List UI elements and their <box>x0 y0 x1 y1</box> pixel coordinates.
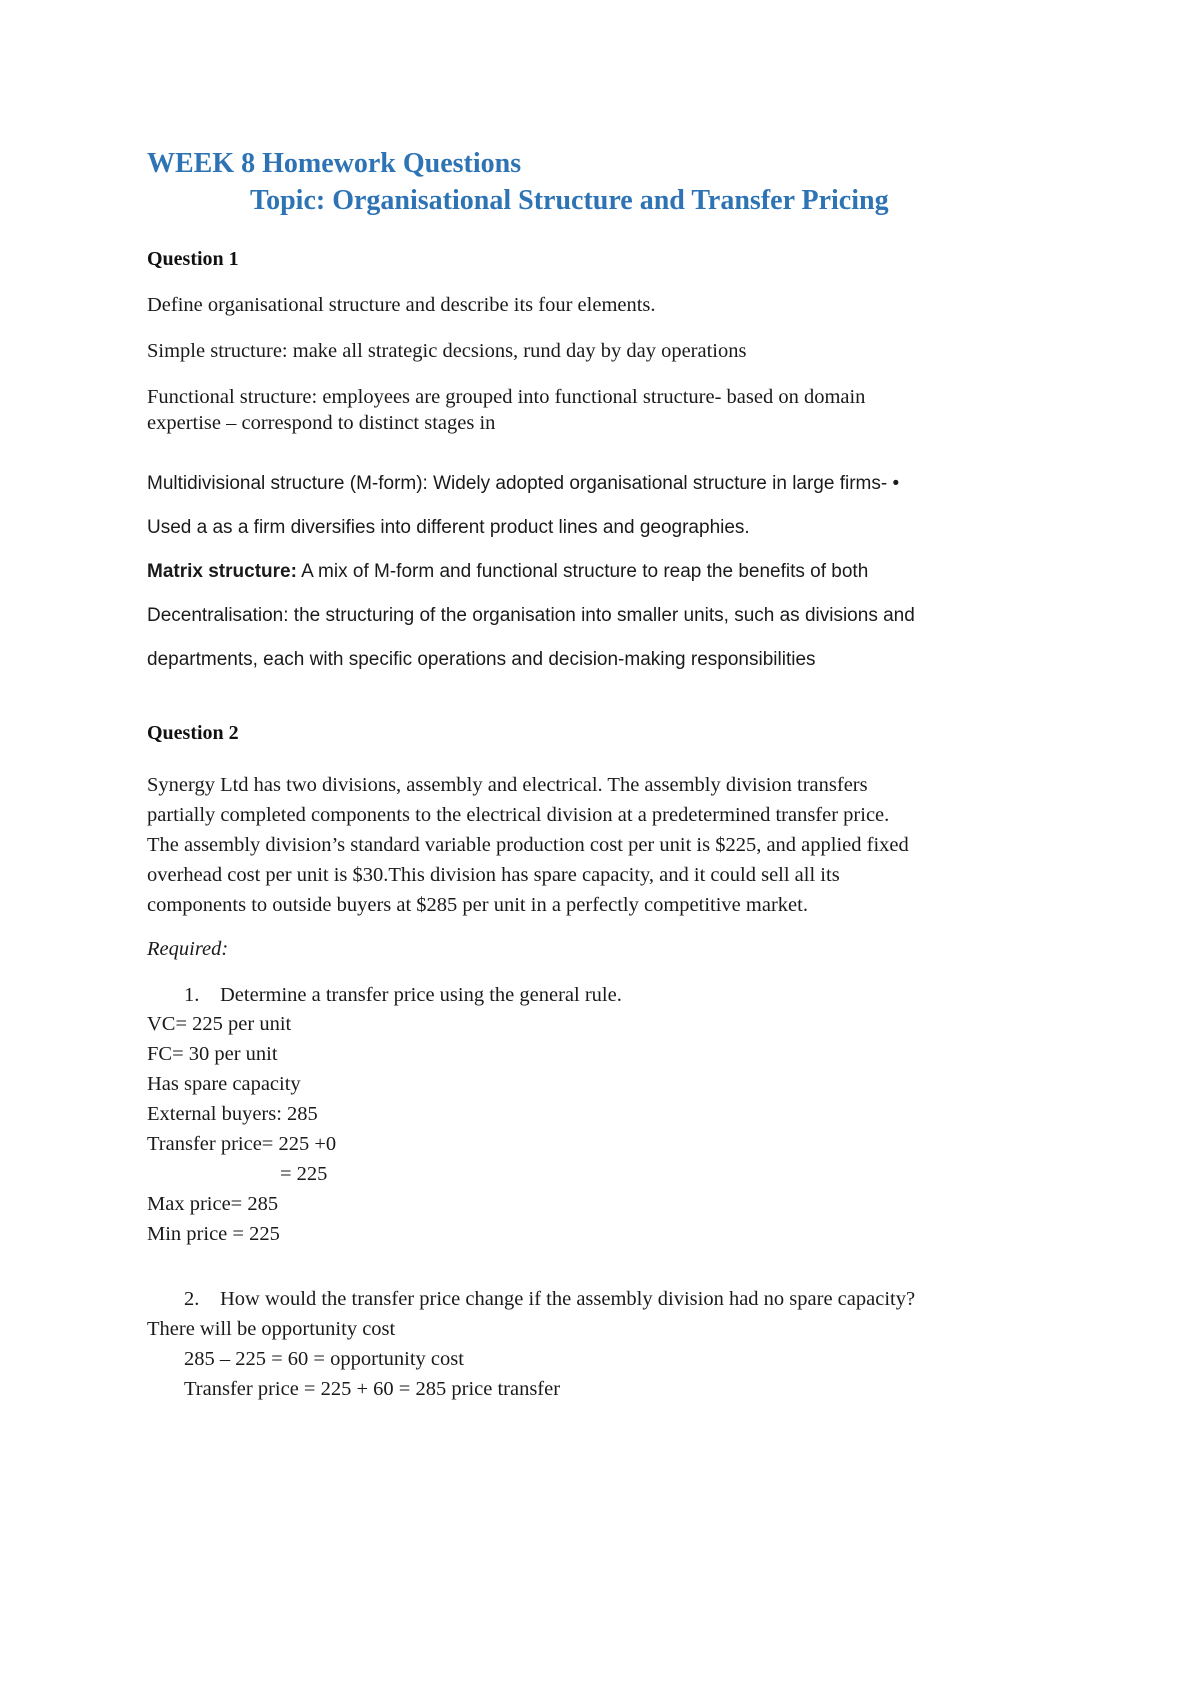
answer-1-line: External buyers: 285 <box>147 1103 318 1125</box>
matrix-structure-label: Matrix structure: <box>147 561 297 582</box>
question-1-heading: Question 1 <box>147 248 239 270</box>
document-title: WEEK 8 Homework Questions <box>147 148 522 179</box>
answer-2-line: Transfer price = 225 + 60 = 285 price transfer <box>184 1378 561 1400</box>
list-item-text: How would the transfer price change if the assembly division had no spare capacity? <box>220 1288 916 1310</box>
functional-structure-line-2: expertise – correspond to distinct stages in <box>147 412 496 434</box>
list-item-1 <box>184 984 622 1007</box>
matrix-structure-desc: A mix of M-form and functional structure to reap the benefits of both <box>296 561 869 582</box>
answer-1-line: VC= 225 per unit <box>147 1013 292 1035</box>
multidivisional-line-1: Multidivisional structure (M-form): Widely adopted organisational structure in large firms- • <box>147 473 900 494</box>
answer-1-line: = 225 <box>280 1163 328 1185</box>
functional-structure-line-1: Functional structure: employees are grouped into functional structure- based on domain <box>147 386 866 408</box>
decentralisation-line-1: Decentralisation: the structuring of the organisation into smaller units, such as divisions and <box>147 605 915 626</box>
list-item-text: Determine a transfer price using the general rule. <box>220 984 622 1006</box>
answer-1-line: FC= 30 per unit <box>147 1043 278 1065</box>
answer-1-line: Min price = 225 <box>147 1223 280 1245</box>
multidivisional-line-2: Used a as a firm diversifies into different product lines and geographies. <box>147 517 750 538</box>
answer-2-lead: There will be opportunity cost <box>147 1318 396 1340</box>
answer-1-line: Has spare capacity <box>147 1073 301 1095</box>
matrix-structure-text <box>147 561 868 583</box>
document-subtitle: Topic: Organisational Structure and Transfer Pricing <box>250 185 889 216</box>
question-2-para-line: overhead cost per unit is $30.This division has spare capacity, and it could sell all its <box>147 864 840 886</box>
question-2-para-line: The assembly division’s standard variable production cost per unit is $225, and applied fixed <box>147 834 909 856</box>
list-number: 1. <box>184 984 200 1006</box>
decentralisation-line-2: departments, each with specific operations and decision-making responsibilities <box>147 649 816 670</box>
list-number: 2. <box>184 1288 200 1310</box>
question-2-heading: Question 2 <box>147 722 239 744</box>
answer-1-line: Transfer price= 225 +0 <box>147 1133 337 1155</box>
question-2-para-line: components to outside buyers at $285 per unit in a perfectly competitive market. <box>147 894 808 916</box>
answer-1-line: Max price= 285 <box>147 1193 279 1215</box>
question-2-para-line: partially completed components to the electrical division at a predetermined transfer price. <box>147 804 890 826</box>
question-1-prompt: Define organisational structure and describe its four elements. <box>147 294 656 316</box>
answer-2-line: 285 – 225 = 60 = opportunity cost <box>184 1348 464 1370</box>
list-item-2 <box>184 1288 915 1311</box>
simple-structure-text: Simple structure: make all strategic decsions, rund day by day operations <box>147 340 747 362</box>
required-label: Required: <box>147 938 229 960</box>
question-2-para-line: Synergy Ltd has two divisions, assembly and electrical. The assembly division transfers <box>147 774 868 796</box>
